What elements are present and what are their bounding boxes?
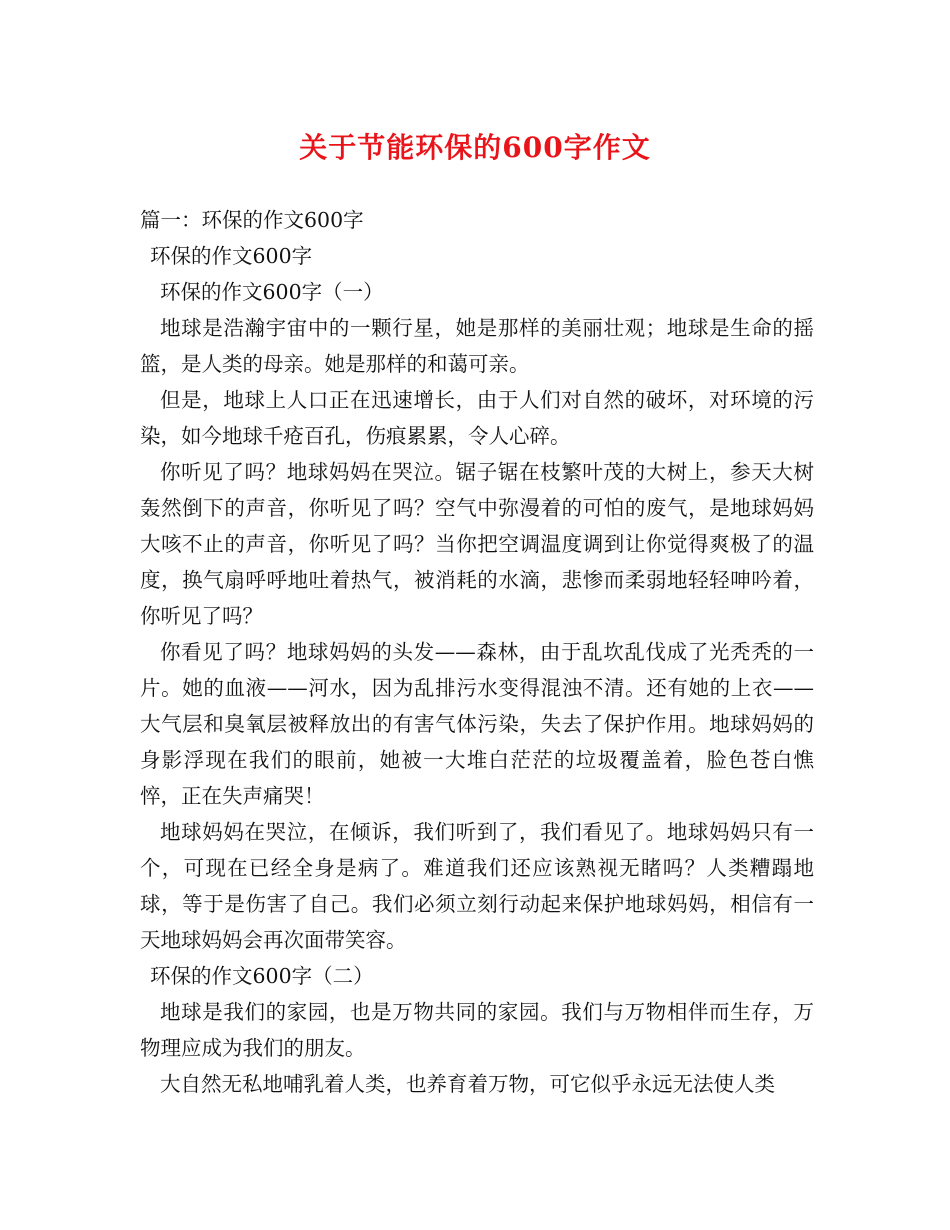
paragraph: 大自然无私地哺乳着人类，也养育着万物，可它似乎永远无法使人类: [160, 1072, 775, 1096]
section2-title: 环保的作文600字（二）: [150, 964, 374, 988]
paragraph: 你听见了吗？地球妈妈在哭泣。锯子锯在枝繁叶茂的大树上，参天大树轰然倒下的声音，你听见了吗？空气中弥漫着的可怕的废气，是地球妈妈大咳不止的声音，你听见了吗？当你把空调温度调到让你觉得爽极了的温度，换气扇呼呼地吐着热气，被消耗的水滴，悲惨而柔弱地轻轻呻吟着，你听见了吗？: [140, 460, 814, 628]
paragraph: 你看见了吗？地球妈妈的头发——森林，由于乱坎乱伐成了光秃秃的一片。她的血液——河水，因为乱排污水变得混浊不清。还有她的上衣——大气层和臭氧层被释放出的有害气体污染，失去了保护作用。地球妈妈的身影浮现在我们的眼前，她被一大堆白茫茫的垃圾覆盖着，脸色苍白憔悴，正在失声痛哭！: [140, 640, 814, 808]
heading-sub: 环保的作文600字: [150, 244, 313, 268]
heading-main: 篇一：环保的作文600字: [140, 208, 364, 232]
paragraph: 地球是浩瀚宇宙中的一颗行星，她是那样的美丽壮观；地球是生命的摇篮，是人类的母亲。她是那样的和蔼可亲。: [140, 316, 814, 376]
paragraph: 但是，地球上人口正在迅速增长，由于人们对自然的破坏，对环境的污染，如今地球千疮百孔，伤痕累累，令人心碎。: [140, 388, 814, 448]
document-title: 关于节能环保的600字作文: [299, 131, 651, 164]
document-body: [140, 202, 814, 1102]
paragraph: 地球是我们的家园，也是万物共同的家园。我们与万物相伴而生存，万物理应成为我们的朋友。: [140, 1000, 814, 1060]
paragraph: 地球妈妈在哭泣，在倾诉，我们听到了，我们看见了。地球妈妈只有一个，可现在已经全身是病了。难道我们还应该熟视无睹吗？人类糟蹋地球，等于是伤害了自己。我们必须立刻行动起来保护地球妈妈，相信有一天地球妈妈会再次面带笑容。: [140, 820, 814, 952]
section1-title: 环保的作文600字（一）: [160, 280, 384, 304]
